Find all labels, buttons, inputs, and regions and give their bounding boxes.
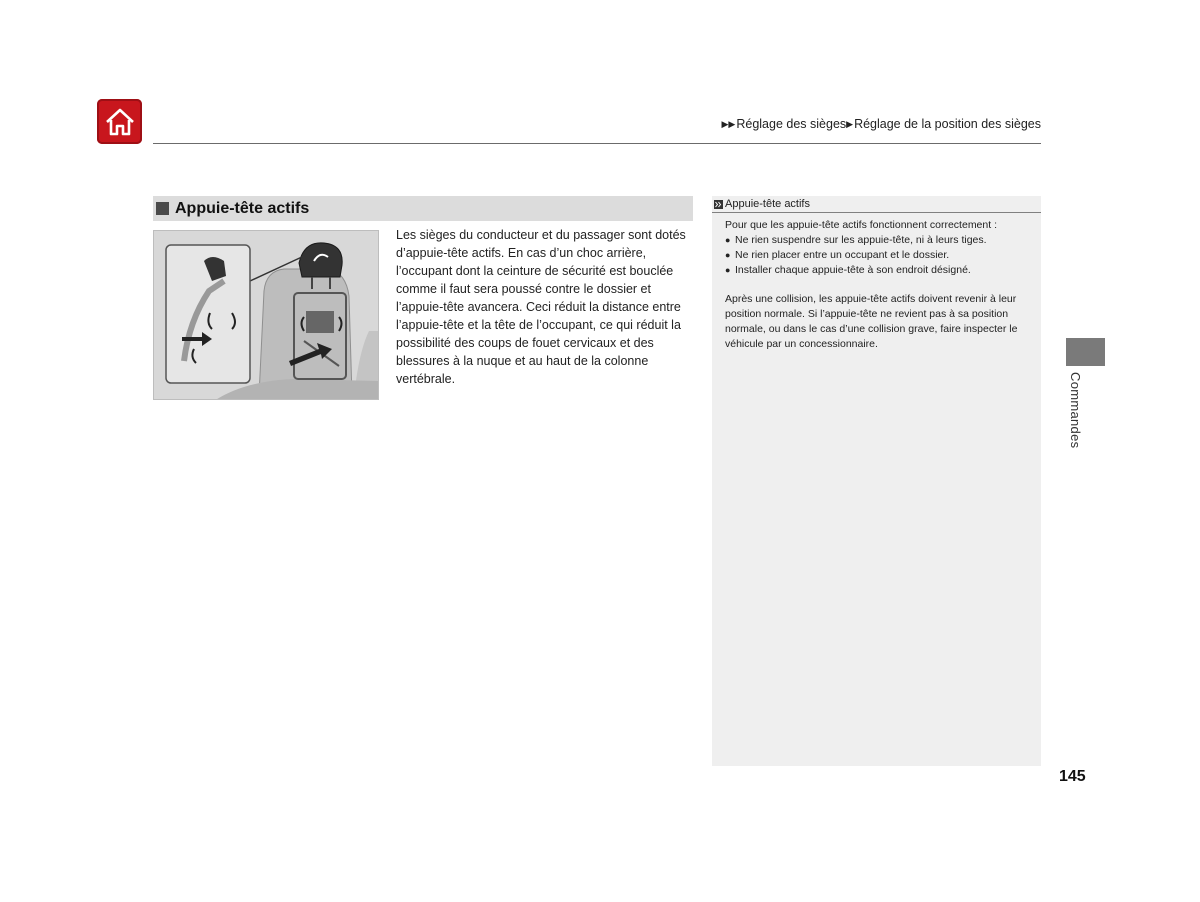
- breadcrumb-item[interactable]: Réglage de la position des sièges: [854, 117, 1041, 131]
- header-divider: [153, 143, 1041, 144]
- breadcrumb-item[interactable]: Réglage des sièges: [736, 117, 847, 131]
- list-item: [725, 248, 1029, 263]
- bullet-text: Ne rien suspendre sur les appuie-tête, ni à leurs tiges.: [735, 234, 987, 246]
- bullet-icon: ●: [725, 265, 731, 275]
- bullet-text: Ne rien placer entre un occupant et le dossier.: [735, 249, 950, 261]
- double-chevron-icon: [714, 200, 723, 209]
- section-header: [153, 196, 693, 221]
- sidebar-header[interactable]: [712, 196, 1041, 213]
- list-item: [725, 233, 1029, 248]
- list-item: [725, 263, 1029, 278]
- chapter-tab[interactable]: [1066, 338, 1105, 366]
- page-number: 145: [1059, 768, 1086, 785]
- bullet-icon: ●: [725, 250, 731, 260]
- bullet-icon: ●: [725, 235, 731, 245]
- seat-diagram-graphic: [154, 231, 379, 400]
- triangle-right-icon: ▶: [846, 118, 854, 129]
- section-body-text: Les sièges du conducteur et du passager sont dotés d’appuie-tête actifs. En cas d’un choc arrière, l’occupant dont la ceinture de sécurité est bouclée comme il faut sera poussé contre le dossier et l’appuie-tête avancera. Ceci réduit la distance entre l’appuie-tête et la tête de l’occupant, ce qui réduit la possibilité des coups de fouet cervicaux et des blessures à la nuque et au haut de la colonne vertébrale.: [396, 228, 686, 386]
- home-button[interactable]: [97, 99, 142, 144]
- home-icon: [104, 107, 136, 137]
- section-marker-icon: [156, 202, 169, 215]
- sidebar-title: Appuie-tête actifs: [725, 198, 810, 210]
- section-title: Appuie-tête actifs: [175, 199, 310, 217]
- chapter-tab-label[interactable]: Commandes: [1068, 372, 1083, 449]
- sidebar-note: Après une collision, les appuie-tête actifs doivent revenir à leur position normale. Si l’appuie-tête ne revient pas à sa position normale, ou dans le cas d’une collision grave, faire inspecter le véhicule par un concessionnaire.: [725, 293, 1018, 350]
- bullet-text: Installer chaque appuie-tête à son endroit désigné.: [735, 264, 971, 276]
- triangle-right-icon: ▶▶: [721, 118, 736, 129]
- breadcrumb: [722, 117, 1042, 131]
- sidebar-intro: Pour que les appuie-tête actifs fonctionnent correctement :: [725, 219, 997, 231]
- headrest-illustration: [153, 230, 379, 400]
- sidebar-note-panel: [712, 196, 1041, 766]
